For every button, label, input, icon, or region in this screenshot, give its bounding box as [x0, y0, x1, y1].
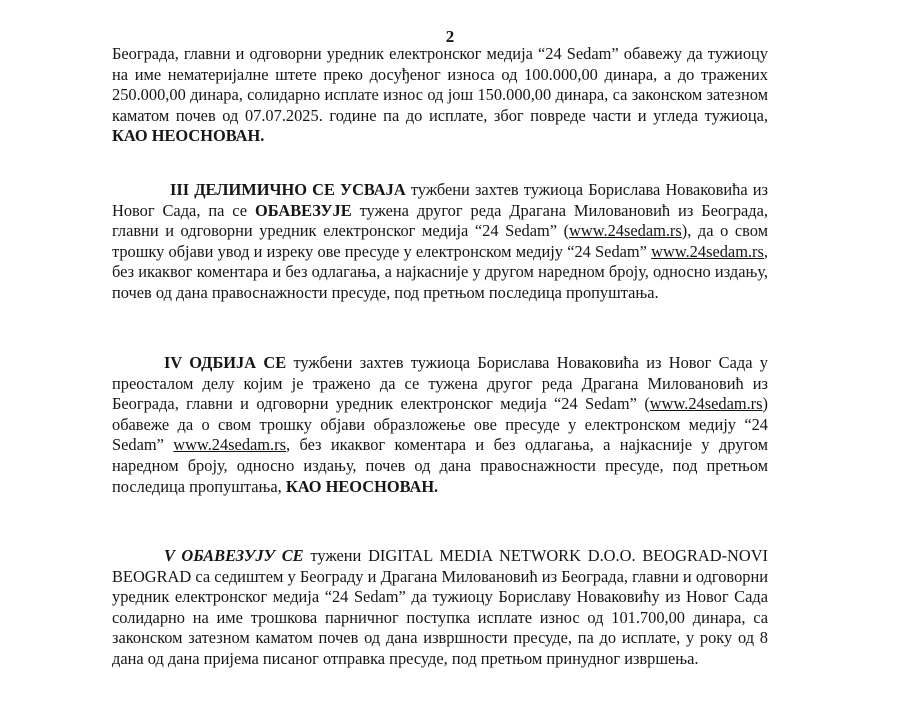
page-number: 2 — [445, 27, 455, 46]
section-heading-iii: III ДЕЛИМИЧНО СЕ УСВАЈА — [170, 180, 406, 199]
paragraph-text: ), да о свом трошку објави увод и изреку ове пресуде у електронском медију “24 Sedam” — [112, 221, 768, 261]
paragraph-iii — [112, 180, 768, 304]
paragraph-text: тужена другог реда Драгана Миловановић из Београда, главни и одговорни уредник електронског медија “24 Sedam” ( — [112, 200, 768, 241]
paragraph-text: , без икаквог коментара и без одлагања, а најкасније у другом наредном броју, односно издању, почев од дана правоснажности пресуде, под претњом последица пропуштања. — [112, 241, 768, 302]
paragraph-text: ) обавеже да о свом трошку објави образложење ове пресуде у електронском медију “24 Sedam” — [112, 394, 768, 455]
paragraph-text: тужени DIGITAL MEDIA NETWORK D.O.O. BEOGRAD-NOVI BEOGRAD са седиштем у Београду и Драгана Миловановић из Београда, главни и одговорни уредник електронског медија “24 Sedam” да тужиоцу Бориславу Новаковићу из Новог Сада солидарно на име трошкова парничног поступка исплате износ од 101.700,00 динара, са законском затезном каматом почев од дана извршности пресуде, па до исплате, у року од 8 дана од дана пријема писаног отправка пресуде, под претњом принудног извршења. — [112, 546, 768, 668]
bold-verdict: КАО НЕОСНОВАН. — [112, 126, 265, 146]
website-link[interactable]: www.24sedam.rs — [569, 221, 682, 241]
paragraph-text: тужбени захтев тужиоца Борислава Новаковића из Новог Сада у преосталом делу којим је тражено да се тужена другог реда Драгана Миловановић из Београда, главни и одговорни уредник електронског медија “24 Sedam” ( — [112, 353, 768, 414]
website-link[interactable]: www.24sedam.rs — [651, 241, 764, 261]
paragraph-text: тужбени захтев тужиоца Борислава Новаковића из Новог Сада, па се — [112, 180, 768, 220]
paragraph-continuation — [112, 44, 768, 147]
paragraph-v — [112, 546, 768, 670]
paragraph-text: Београда, главни и одговорни уредник електронског медија “24 Sedam” обавежу да тужиоцу на име нематеријалне штете преко досуђеног износа од 100.000,00 динара, а до тражених 250.000,00 динара, солидарно исплате износ од још 150.000,00 динара, са законском затезном каматом почев од 07.07.2025. године па до исплате, због повреде части и угледа тужиоца, — [112, 44, 768, 125]
website-link[interactable]: www.24sedam.rs — [649, 394, 763, 414]
section-heading-iv: IV ОДБИЈА СЕ — [164, 353, 287, 372]
paragraph-iv — [112, 353, 768, 497]
bold-verdict: КАО НЕОСНОВАН. — [285, 476, 439, 496]
website-link[interactable]: www.24sedam.rs — [173, 435, 286, 455]
paragraph-text: , без икаквог коментара и без одлагања, а најкасније у другом наредном броју, односно издању, почев од дана правоснажности пресуде, под претњом последица пропуштања, — [112, 435, 768, 496]
section-heading-v: V ОБАВЕЗУЈУ СЕ — [164, 546, 304, 565]
bold-obligation: ОБАВЕЗУЈЕ — [254, 200, 352, 220]
